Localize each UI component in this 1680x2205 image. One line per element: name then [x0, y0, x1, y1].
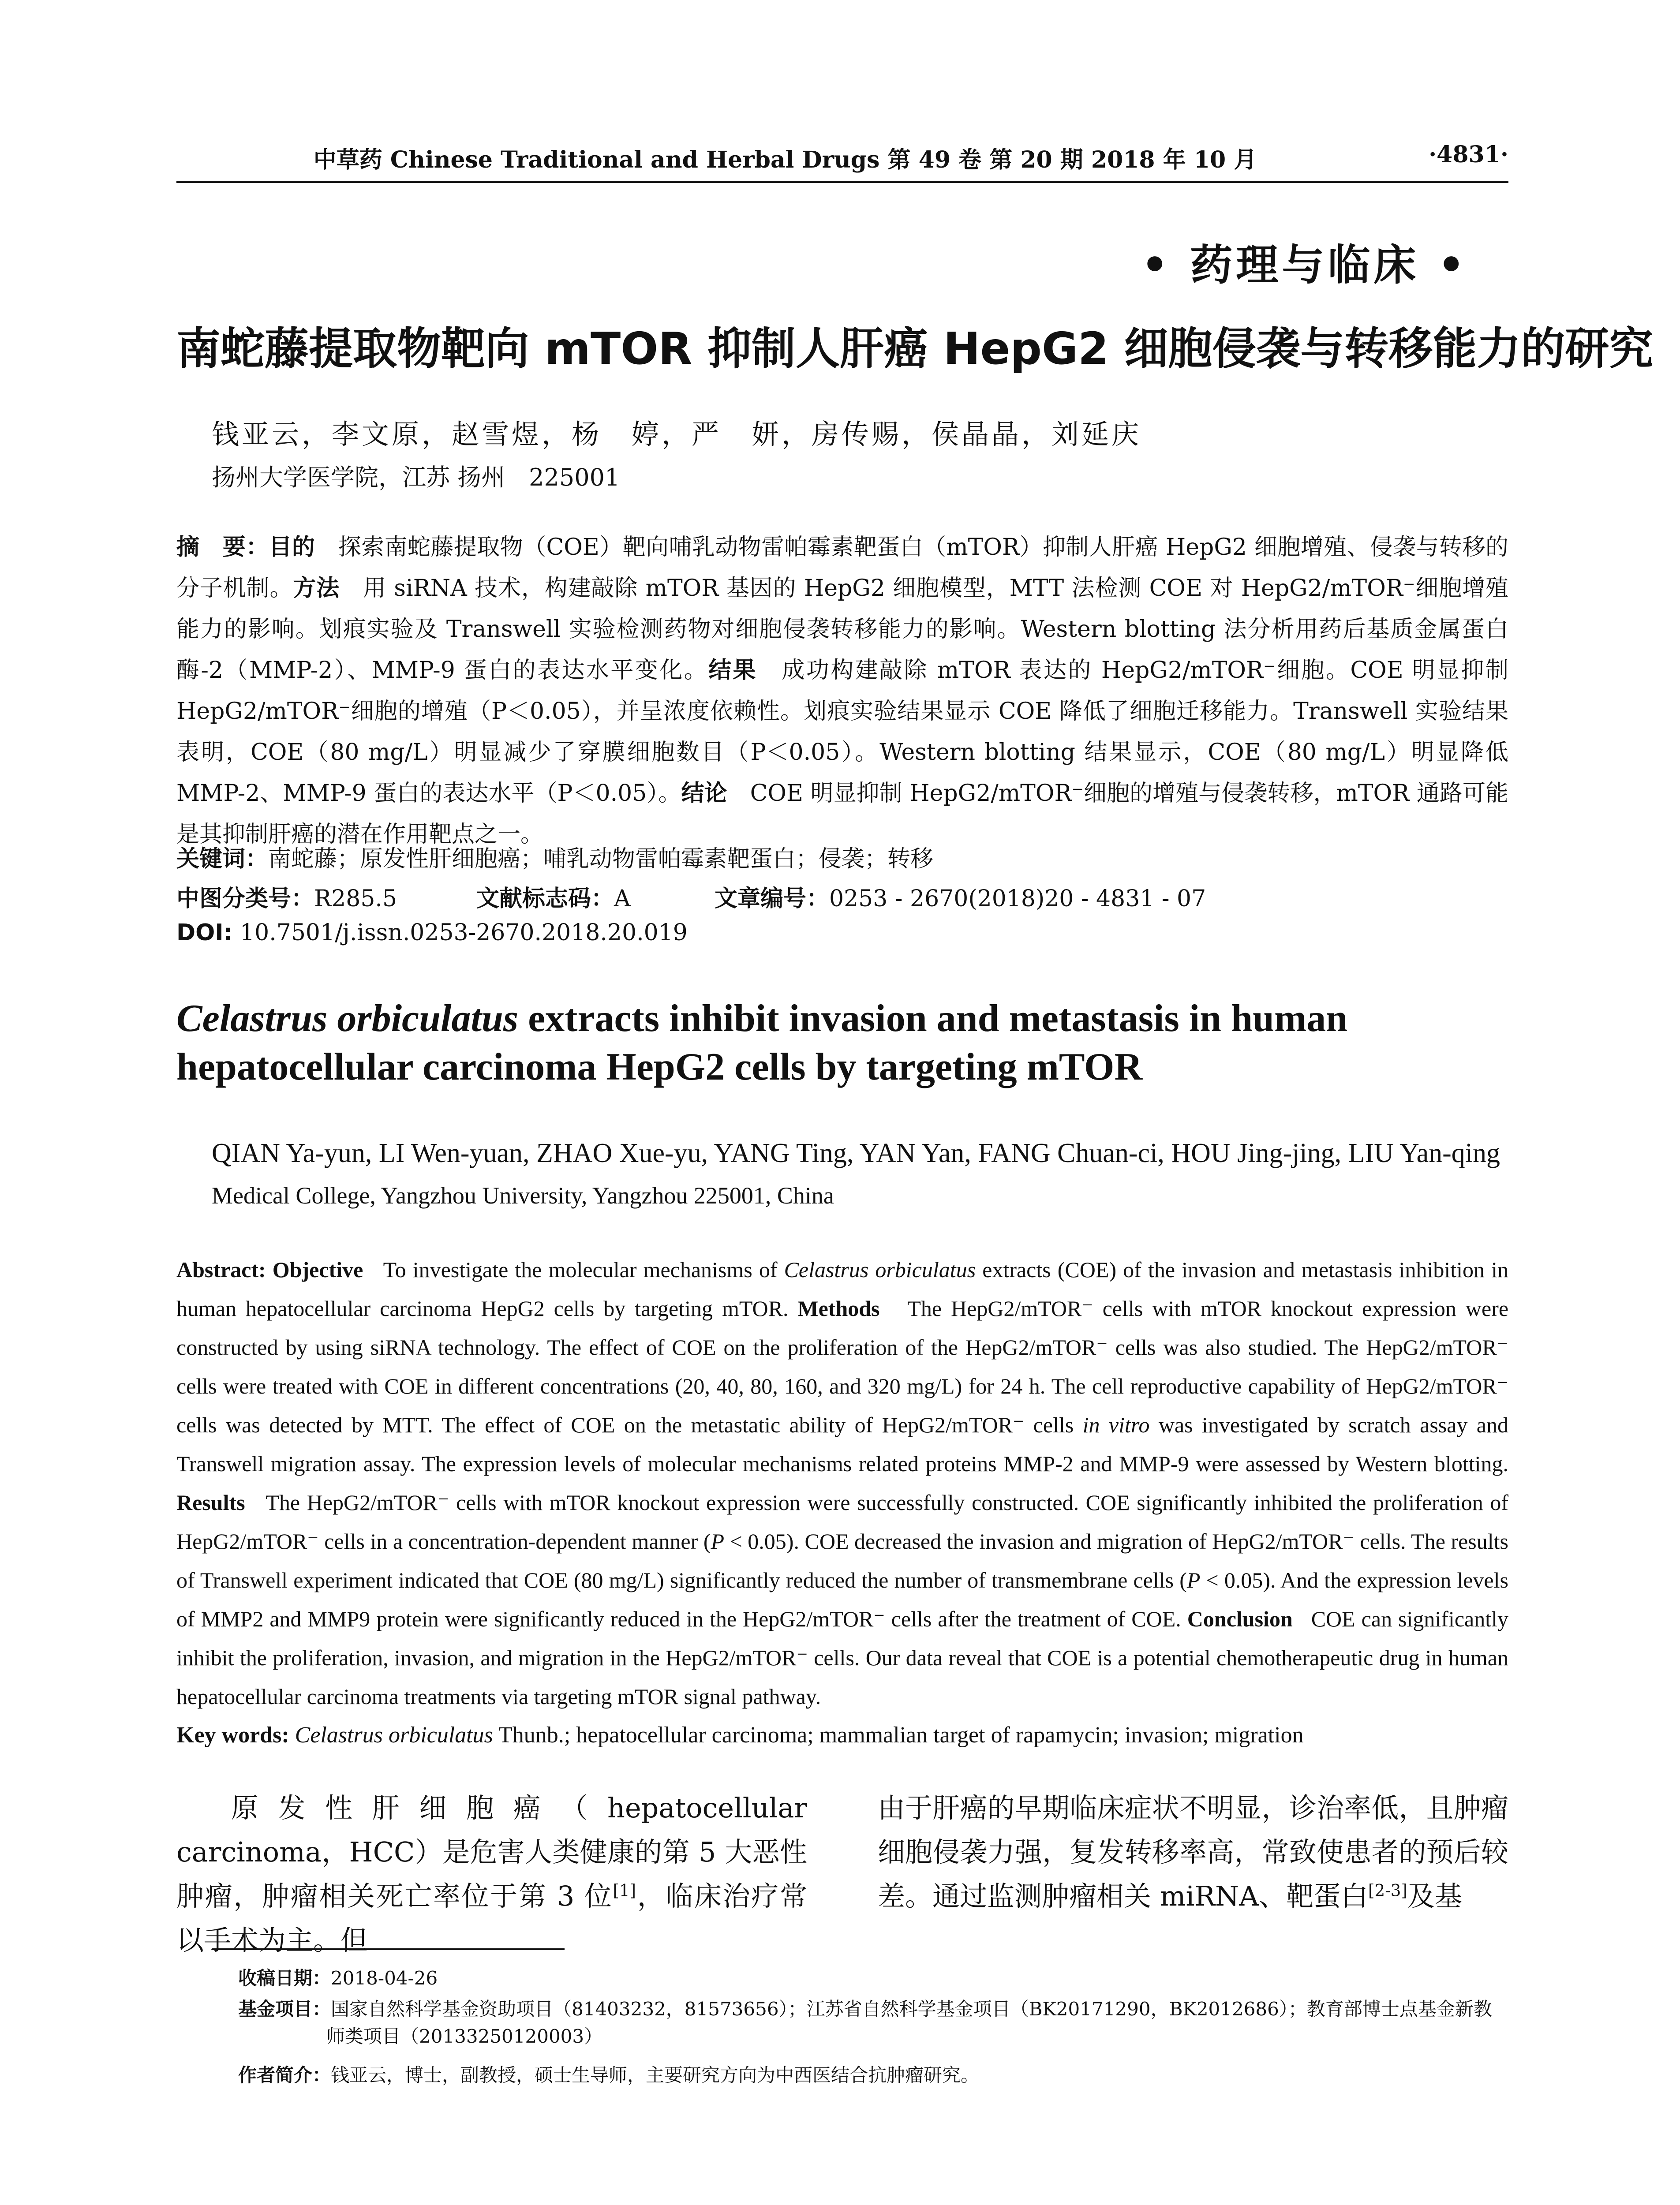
keywords-text: 南蛇藤；原发性肝细胞癌；哺乳动物雷帕霉素靶蛋白；侵袭；转移 [268, 846, 934, 872]
title-english [176, 994, 1508, 1091]
title-species: Celastrus orbiculatus [176, 997, 519, 1040]
methods-en-text-a: The HepG2/mTOR⁻ cells with mTOR knockout expression were constructed by using siRNA technology. The effect of COE on the proliferation of the HepG2/mTOR⁻ cells was also studied. The HepG2/mTOR⁻ cells were treated with COE in different concentrations (20, 40, 80, 160, and 320 mg/L) for 24 h. The cell reproductive capability of HepG2/mTOR⁻ cells was detected by MTT. The effect of COE on the metastatic ability of HepG2/mTOR⁻ cells [176, 1296, 1509, 1437]
authors-chinese: 钱亚云，李文原，赵雪煜，杨 婷，严 妍，房传赐，侯晶晶，刘延庆 [212, 418, 1142, 450]
objective-text: 探索南蛇藤提取物（COE）靶向哺乳动物雷帕霉素靶蛋白（mTOR）抑制人肝癌 HepG2 细胞增殖、侵袭与转移的分子机制。 [176, 534, 1508, 602]
methods-en-in-vitro: in vitro [1082, 1413, 1150, 1437]
results-en-p2: P [1186, 1568, 1201, 1592]
doc-code-value: A [614, 886, 631, 912]
results-en-text-c: < 0.05). And the expression levels of MMP2 and MMP9 protein were significantly reduced in the HepG2/mTOR⁻ cells after the treatment of COE. [176, 1568, 1508, 1631]
conclusion-label: 结论 [681, 780, 727, 807]
conclusion-en-text: COE can significantly inhibit the proliferation, invasion, and migration in the HepG2/mTOR⁻ cells. Our data reveal that COE is a potential chemotherapeutic drug in human hepatocellular carcinoma treatments via targeting mTOR signal pathway. [176, 1607, 1508, 1709]
classification-line [176, 880, 1206, 913]
abstract-label: 摘 要： [176, 534, 269, 561]
clc-value: R285.5 [314, 886, 397, 912]
fund-text: 国家自然科学基金资助项目（81403232，81573656）；江苏省自然科学基金项目（BK20171290，BK2012686）；教育部博士点基金新教师类项目（20133250120003） [326, 1998, 1492, 2047]
methods-en-label: Methods [797, 1296, 880, 1321]
results-en-text-b: < 0.05). COE decreased the invasion and migration of HepG2/mTOR⁻ cells. The results of Transwell experiment indicated that COE (80 mg/L) significantly reduced the number of transmembrane cells ( [176, 1529, 1508, 1592]
body-column-right [878, 1786, 1508, 1918]
author-bio-text: 钱亚云，博士，副教授，硕士生导师，主要研究方向为中西医结合抗肿瘤研究。 [331, 2064, 980, 2086]
results-en-label: Results [176, 1490, 245, 1515]
methods-text: 用 siRNA 技术，构建敲除 mTOR 基因的 HepG2 细胞模型，MTT 法检测 COE 对 HepG2/mTOR⁻细胞增殖能力的影响。划痕实验及 Transwell 实验检测药物对细胞侵袭转移能力的影响。Western blotting 法分析用药后基质金属蛋白酶-2（MMP-2）、MMP-9 蛋白的表达水平变化。 [176, 575, 1508, 684]
article-number-value: 0253 - 2670(2018)20 - 4831 - 07 [829, 886, 1206, 912]
keywords-en-label: Key words: [176, 1723, 289, 1748]
doi-line [176, 919, 688, 946]
doc-code-label: 文献标志码： [476, 886, 614, 912]
objective-en-text-a: To investigate the molecular mechanisms of [383, 1257, 784, 1282]
article-number-label: 文章编号： [715, 886, 830, 912]
body-left-text-b: ，临床治疗常以手术为主。但 [176, 1880, 807, 1956]
affiliation-chinese: 扬州大学医学院，江苏 扬州 225001 [212, 463, 620, 491]
citation-ref: [1] [613, 1880, 636, 1900]
authors-english: QIAN Ya-yun, LI Wen-yuan, ZHAO Xue-yu, YANG Ting, YAN Yan, FANG Chuan-ci, HOU Jing-jing, LIU Yan-qing [212, 1138, 1500, 1168]
footnote-fund [238, 1996, 1508, 2050]
results-text: 成功构建敲除 mTOR 表达的 HepG2/mTOR⁻细胞。COE 明显抑制 HepG2/mTOR⁻细胞的增殖（P＜0.05），并呈浓度依赖性。划痕实验结果显示 COE 降低了细胞迁移能力。Transwell 实验结果表明，COE（80 mg/L）明显减少了穿膜细胞数目（P＜0.05）。Western blotting 结果显示，COE（80 mg/L）明显降低 MMP-2、MMP-9 蛋白的表达水平（P＜0.05）。 [176, 657, 1508, 807]
clc-label: 中图分类号： [176, 886, 314, 912]
keywords-en-text: Thunb.; hepatocellular carcinoma; mammalian target of rapamycin; invasion; migration [493, 1723, 1304, 1748]
results-en-p1: P [711, 1529, 725, 1554]
footnote-divider [212, 1948, 565, 1950]
author-bio-label: 作者简介： [238, 2064, 331, 2086]
doi-label: DOI: [176, 919, 233, 946]
keywords-label: 关键词： [176, 846, 269, 872]
abstract-english [176, 1250, 1508, 1716]
objective-en-text-b: extracts (COE) of the invasion and metastasis inhibition in human hepatocellular carcinoma HepG2 cells by targeting mTOR. [176, 1257, 1508, 1321]
section-heading: • 药理与临床 • [1141, 240, 1468, 290]
received-date: 2018-04-26 [331, 1967, 438, 1989]
results-en-text-a: The HepG2/mTOR⁻ cells with mTOR knockout expression were successfully constructed. COE significantly inhibited the proliferation of HepG2/mTOR⁻ cells in a concentration-dependent manner ( [176, 1490, 1508, 1554]
received-label: 收稿日期： [238, 1967, 331, 1989]
affiliation-english: Medical College, Yangzhou University, Yangzhou 225001, China [212, 1182, 834, 1209]
title-chinese: 南蛇藤提取物靶向 mTOR 抑制人肝癌 HepG2 细胞侵袭与转移能力的研究 [176, 323, 1654, 374]
footnote-author [238, 2062, 1508, 2089]
body-right-text-a: 由于肝癌的早期临床症状不明显，诊治率低，且肿瘤细胞侵袭力强，复发转移率高，常致使患者的预后较差。通过监测肿瘤相关 miRNA、靶蛋白 [878, 1792, 1508, 1912]
body-column-left [176, 1786, 807, 1962]
footnote-received [238, 1965, 1508, 1992]
keywords-chinese [176, 840, 933, 873]
doi-value: 10.7501/j.issn.0253-2670.2018.20.019 [240, 919, 688, 946]
conclusion-en-label: Conclusion [1187, 1607, 1293, 1631]
objective-en-species: Celastrus orbiculatus [784, 1257, 976, 1282]
abstract-en-label: Abstract: Objective [176, 1257, 363, 1282]
objective-label: 目的 [269, 534, 315, 561]
abstract-chinese [176, 527, 1508, 855]
title-rest: extracts inhibit invasion and metastasis in human hepatocellular carcinoma HepG2 cells by targeting mTOR [176, 997, 1348, 1088]
page-number: ·4831· [1429, 141, 1508, 168]
body-left-text-a: 原发性肝细胞癌（hepatocellular carcinoma，HCC）是危害人类健康的第 5 大恶性肿瘤，肿瘤相关死亡率位于第 3 位 [176, 1792, 807, 1912]
conclusion-text: COE 明显抑制 HepG2/mTOR⁻细胞的增殖与侵袭转移，mTOR 通路可能是其抑制肝癌的潜在作用靶点之一。 [176, 780, 1508, 848]
running-header [176, 141, 1508, 183]
citation-ref: [2-3] [1368, 1880, 1407, 1900]
results-label: 结果 [708, 657, 757, 684]
methods-en-text-b: was investigated by scratch assay and Transwell migration assay. The expression levels of molecular mechanisms related proteins MMP-2 and MMP-9 were assessed by Western blotting. [176, 1413, 1508, 1476]
keywords-en-species: Celastrus orbiculatus [295, 1723, 493, 1748]
journal-header: 中草药 Chinese Traditional and Herbal Drugs 第 49 卷 第 20 期 2018 年 10 月 [313, 146, 1257, 173]
methods-label: 方法 [293, 575, 340, 602]
keywords-english [176, 1722, 1508, 1748]
fund-label: 基金项目： [238, 1998, 331, 2020]
body-right-text-b: 及基 [1407, 1880, 1462, 1912]
